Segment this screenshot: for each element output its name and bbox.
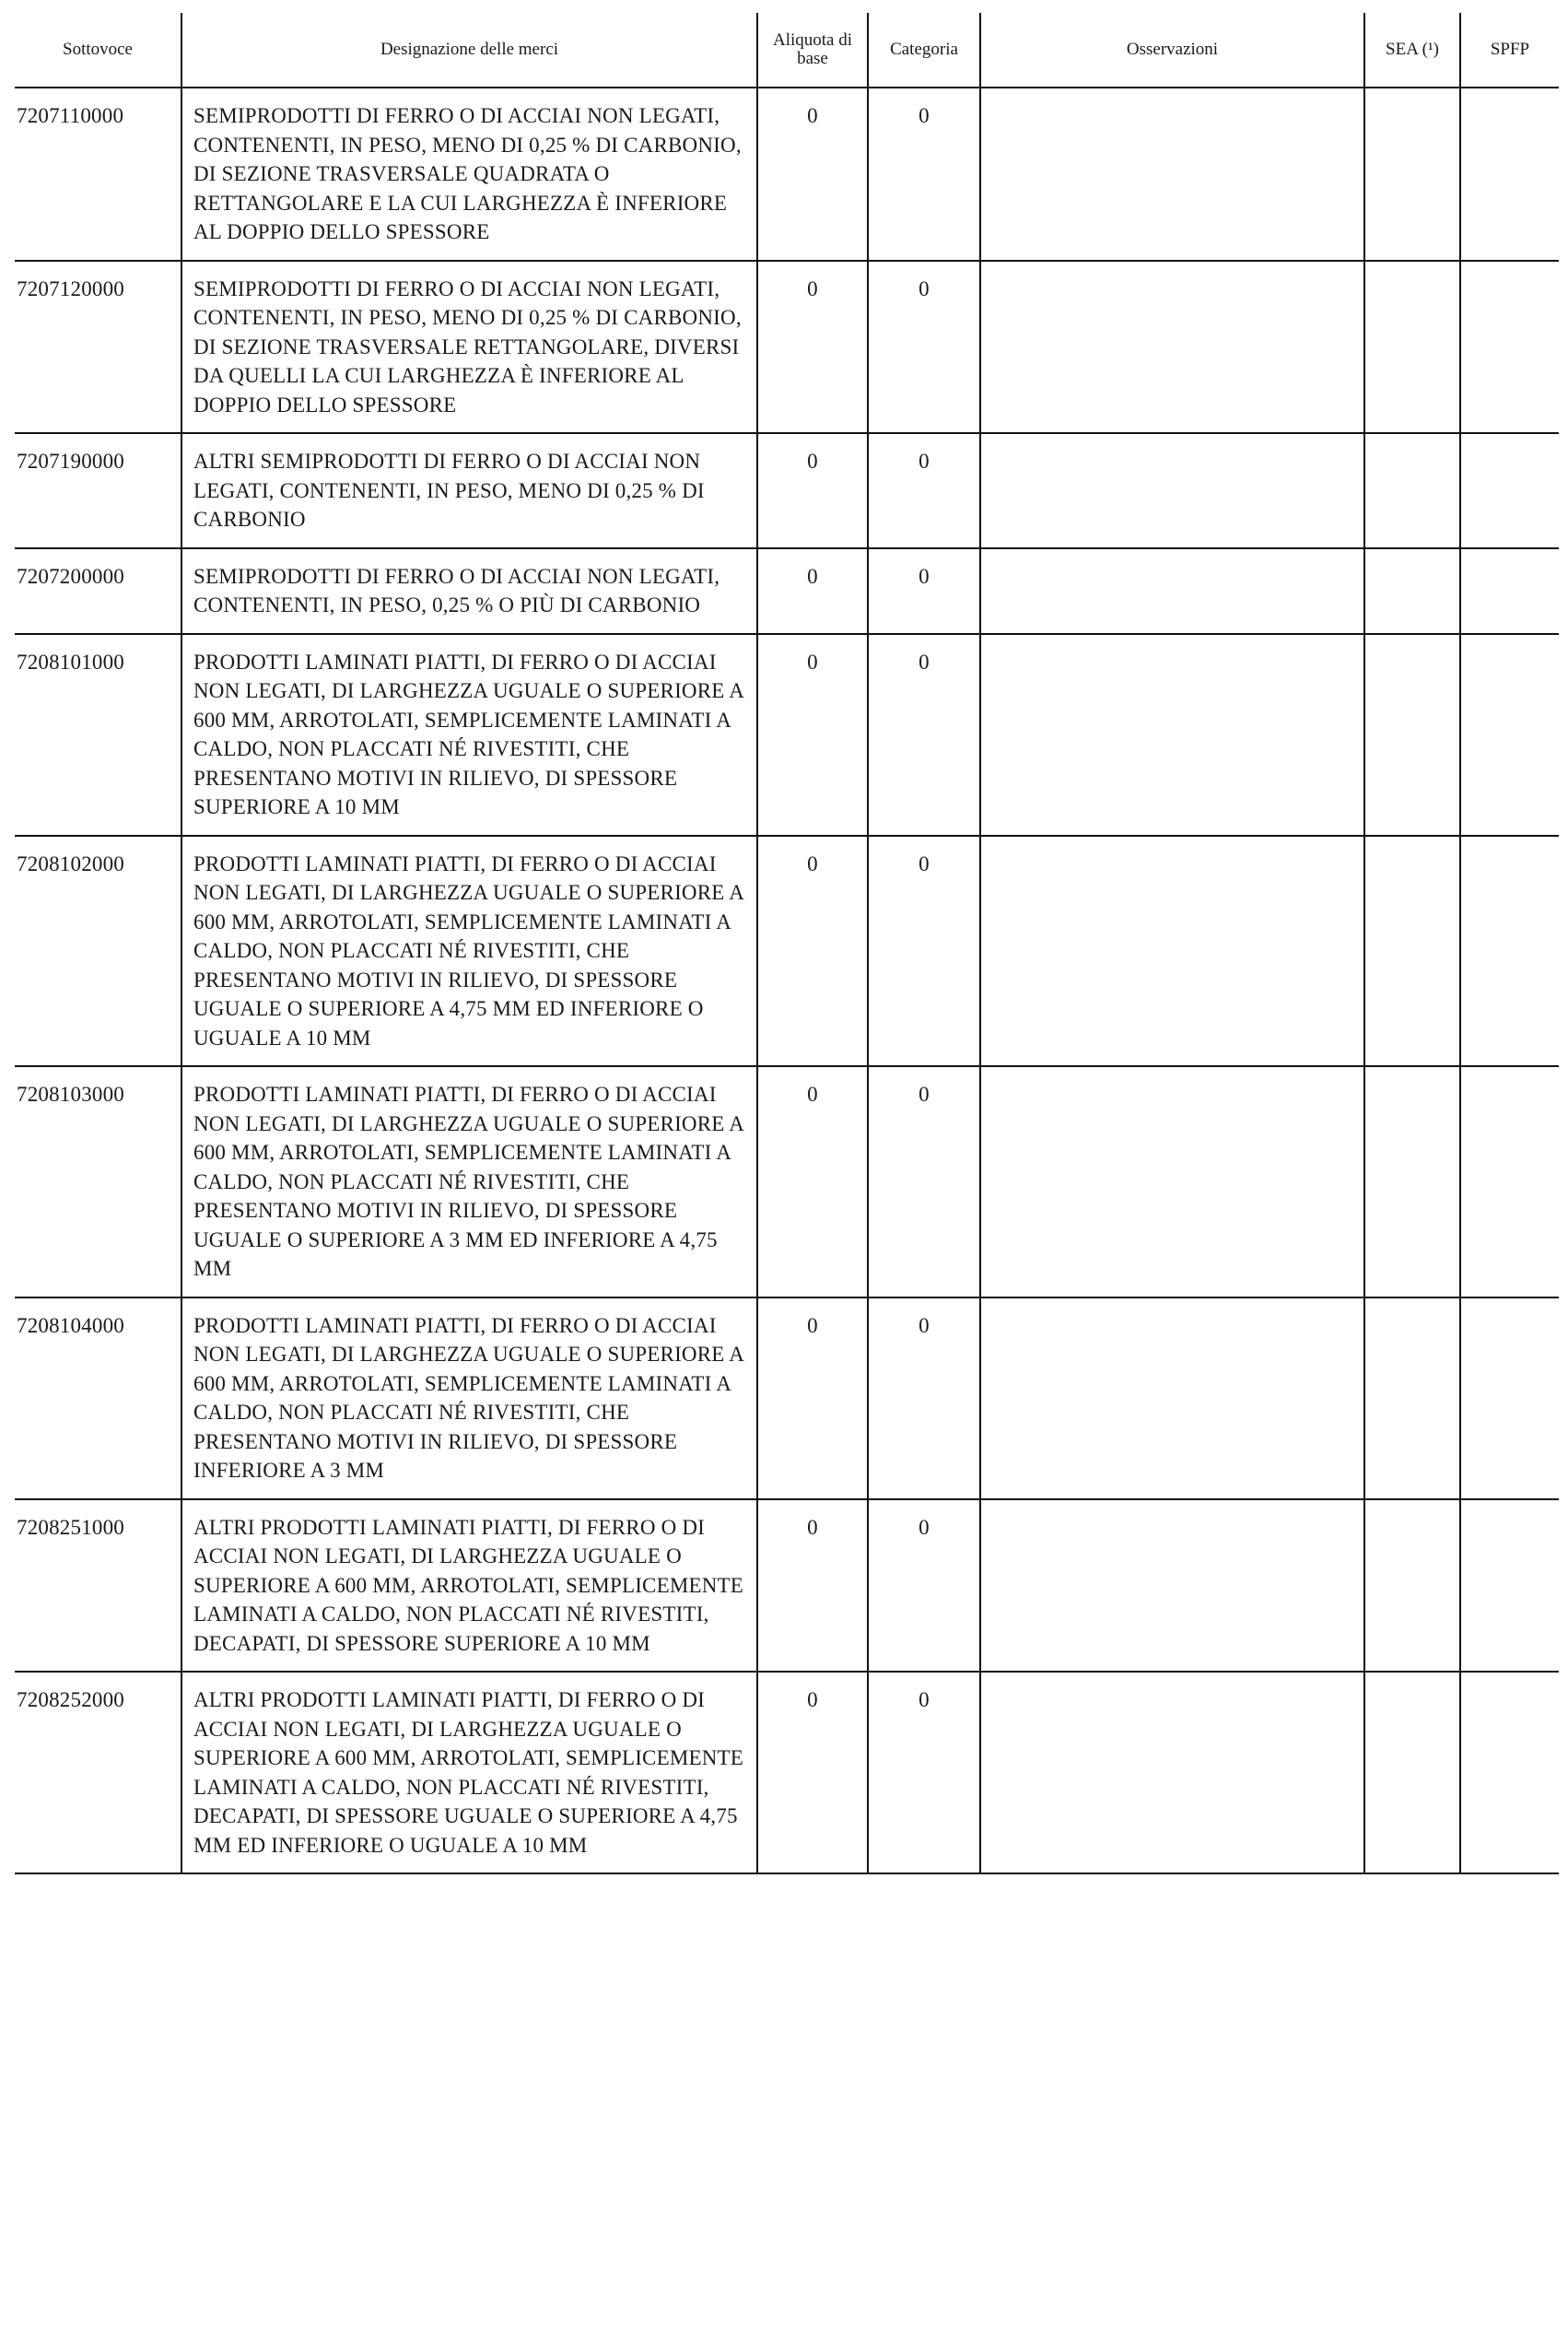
row-description: SEMIPRODOTTI DI FERRO O DI ACCIAI NON LEGATI, CONTENENTI, IN PESO, 0,25 % O PIÙ DI CARBONIO	[181, 548, 757, 634]
row-description: ALTRI PRODOTTI LAMINATI PIATTI, DI FERRO O DI ACCIAI NON LEGATI, DI LARGHEZZA UGUALE O SUPERIORE A 600 MM, ARROTOLATI, SEMPLICEMENTE LAMINATI A CALDO, NON PLACCATI NÉ RIVESTITI, DECAPATI, DI SPESSORE UGUALE O SUPERIORE A 4,75 MM ED INFERIORE O UGUALE A 10 MM	[181, 1672, 757, 1873]
row-sea	[1364, 88, 1460, 261]
row-spfp	[1460, 836, 1559, 1067]
row-code: 7208101000	[15, 634, 181, 836]
row-sea	[1364, 261, 1460, 434]
row-categoria: 0	[868, 88, 980, 261]
row-aliquota: 0	[757, 261, 868, 434]
row-code: 7208252000	[15, 1672, 181, 1873]
row-code: 7207110000	[15, 88, 181, 261]
table-row	[15, 1297, 1559, 1499]
header-designazione: Designazione delle merci	[181, 13, 757, 88]
row-aliquota: 0	[757, 634, 868, 836]
row-osservazioni	[980, 433, 1364, 548]
header-row	[15, 13, 1559, 88]
row-osservazioni	[980, 836, 1364, 1067]
row-osservazioni	[980, 1297, 1364, 1499]
row-categoria: 0	[868, 433, 980, 548]
table-row	[15, 634, 1559, 836]
header-sea: SEA (¹)	[1364, 13, 1460, 88]
row-code: 7208251000	[15, 1499, 181, 1673]
header-spfp: SPFP	[1460, 13, 1559, 88]
row-description: SEMIPRODOTTI DI FERRO O DI ACCIAI NON LEGATI, CONTENENTI, IN PESO, MENO DI 0,25 % DI CARBONIO, DI SEZIONE TRASVERSALE QUADRATA O RETTANGOLARE E LA CUI LARGHEZZA È INFERIORE AL DOPPIO DELLO SPESSORE	[181, 88, 757, 261]
row-aliquota: 0	[757, 1066, 868, 1297]
row-categoria: 0	[868, 1672, 980, 1873]
row-code: 7208102000	[15, 836, 181, 1067]
row-sea	[1364, 1672, 1460, 1873]
table-row	[15, 1499, 1559, 1673]
row-aliquota: 0	[757, 836, 868, 1067]
table-row	[15, 433, 1559, 548]
row-description: PRODOTTI LAMINATI PIATTI, DI FERRO O DI ACCIAI NON LEGATI, DI LARGHEZZA UGUALE O SUPERIORE A 600 MM, ARROTOLATI, SEMPLICEMENTE LAMINATI A CALDO, NON PLACCATI NÉ RIVESTITI, CHE PRESENTANO MOTIVI IN RILIEVO, DI SPESSORE SUPERIORE A 10 MM	[181, 634, 757, 836]
row-categoria: 0	[868, 634, 980, 836]
row-aliquota: 0	[757, 548, 868, 634]
row-osservazioni	[980, 548, 1364, 634]
row-aliquota: 0	[757, 1499, 868, 1673]
row-spfp	[1460, 1297, 1559, 1499]
row-description: SEMIPRODOTTI DI FERRO O DI ACCIAI NON LEGATI, CONTENENTI, IN PESO, MENO DI 0,25 % DI CARBONIO, DI SEZIONE TRASVERSALE RETTANGOLARE, DIVERSI DA QUELLI LA CUI LARGHEZZA È INFERIORE AL DOPPIO DELLO SPESSORE	[181, 261, 757, 434]
row-description: PRODOTTI LAMINATI PIATTI, DI FERRO O DI ACCIAI NON LEGATI, DI LARGHEZZA UGUALE O SUPERIORE A 600 MM, ARROTOLATI, SEMPLICEMENTE LAMINATI A CALDO, NON PLACCATI NÉ RIVESTITI, CHE PRESENTANO MOTIVI IN RILIEVO, DI SPESSORE UGUALE O SUPERIORE A 3 MM ED INFERIORE A 4,75 MM	[181, 1066, 757, 1297]
row-spfp	[1460, 548, 1559, 634]
row-sea	[1364, 1499, 1460, 1673]
row-code: 7207190000	[15, 433, 181, 548]
row-categoria: 0	[868, 836, 980, 1067]
row-spfp	[1460, 1499, 1559, 1673]
row-categoria: 0	[868, 548, 980, 634]
row-categoria: 0	[868, 1066, 980, 1297]
row-sea	[1364, 836, 1460, 1067]
table-row	[15, 88, 1559, 261]
table-row	[15, 1672, 1559, 1873]
row-spfp	[1460, 1672, 1559, 1873]
row-code: 7208104000	[15, 1297, 181, 1499]
row-spfp	[1460, 433, 1559, 548]
row-spfp	[1460, 261, 1559, 434]
row-categoria: 0	[868, 261, 980, 434]
header-osservazioni: Osservazioni	[980, 13, 1364, 88]
header-aliquota: Aliquota di base	[757, 13, 868, 88]
row-osservazioni	[980, 1499, 1364, 1673]
row-code: 7207200000	[15, 548, 181, 634]
row-sea	[1364, 634, 1460, 836]
row-osservazioni	[980, 634, 1364, 836]
row-categoria: 0	[868, 1297, 980, 1499]
row-code: 7207120000	[15, 261, 181, 434]
row-sea	[1364, 1297, 1460, 1499]
row-description: ALTRI PRODOTTI LAMINATI PIATTI, DI FERRO O DI ACCIAI NON LEGATI, DI LARGHEZZA UGUALE O SUPERIORE A 600 MM, ARROTOLATI, SEMPLICEMENTE LAMINATI A CALDO, NON PLACCATI NÉ RIVESTITI, DECAPATI, DI SPESSORE SUPERIORE A 10 MM	[181, 1499, 757, 1673]
row-aliquota: 0	[757, 1672, 868, 1873]
row-spfp	[1460, 1066, 1559, 1297]
row-osservazioni	[980, 261, 1364, 434]
row-osservazioni	[980, 1672, 1364, 1873]
header-categoria: Categoria	[868, 13, 980, 88]
row-sea	[1364, 1066, 1460, 1297]
row-spfp	[1460, 88, 1559, 261]
row-spfp	[1460, 634, 1559, 836]
row-code: 7208103000	[15, 1066, 181, 1297]
header-sottovoce: Sottovoce	[15, 13, 181, 88]
row-categoria: 0	[868, 1499, 980, 1673]
row-aliquota: 0	[757, 88, 868, 261]
row-aliquota: 0	[757, 433, 868, 548]
row-osservazioni	[980, 1066, 1364, 1297]
table-row	[15, 836, 1559, 1067]
row-description: PRODOTTI LAMINATI PIATTI, DI FERRO O DI ACCIAI NON LEGATI, DI LARGHEZZA UGUALE O SUPERIORE A 600 MM, ARROTOLATI, SEMPLICEMENTE LAMINATI A CALDO, NON PLACCATI NÉ RIVESTITI, CHE PRESENTANO MOTIVI IN RILIEVO, DI SPESSORE UGUALE O SUPERIORE A 4,75 MM ED INFERIORE O UGUALE A 10 MM	[181, 836, 757, 1067]
row-description: ALTRI SEMIPRODOTTI DI FERRO O DI ACCIAI NON LEGATI, CONTENENTI, IN PESO, MENO DI 0,25 % DI CARBONIO	[181, 433, 757, 548]
row-osservazioni	[980, 88, 1364, 261]
table-row	[15, 548, 1559, 634]
table-row	[15, 1066, 1559, 1297]
row-aliquota: 0	[757, 1297, 868, 1499]
row-sea	[1364, 548, 1460, 634]
row-description: PRODOTTI LAMINATI PIATTI, DI FERRO O DI ACCIAI NON LEGATI, DI LARGHEZZA UGUALE O SUPERIORE A 600 MM, ARROTOLATI, SEMPLICEMENTE LAMINATI A CALDO, NON PLACCATI NÉ RIVESTITI, CHE PRESENTANO MOTIVI IN RILIEVO, DI SPESSORE INFERIORE A 3 MM	[181, 1297, 757, 1499]
row-sea	[1364, 433, 1460, 548]
table-row	[15, 261, 1559, 434]
tariff-table	[15, 13, 1559, 1874]
